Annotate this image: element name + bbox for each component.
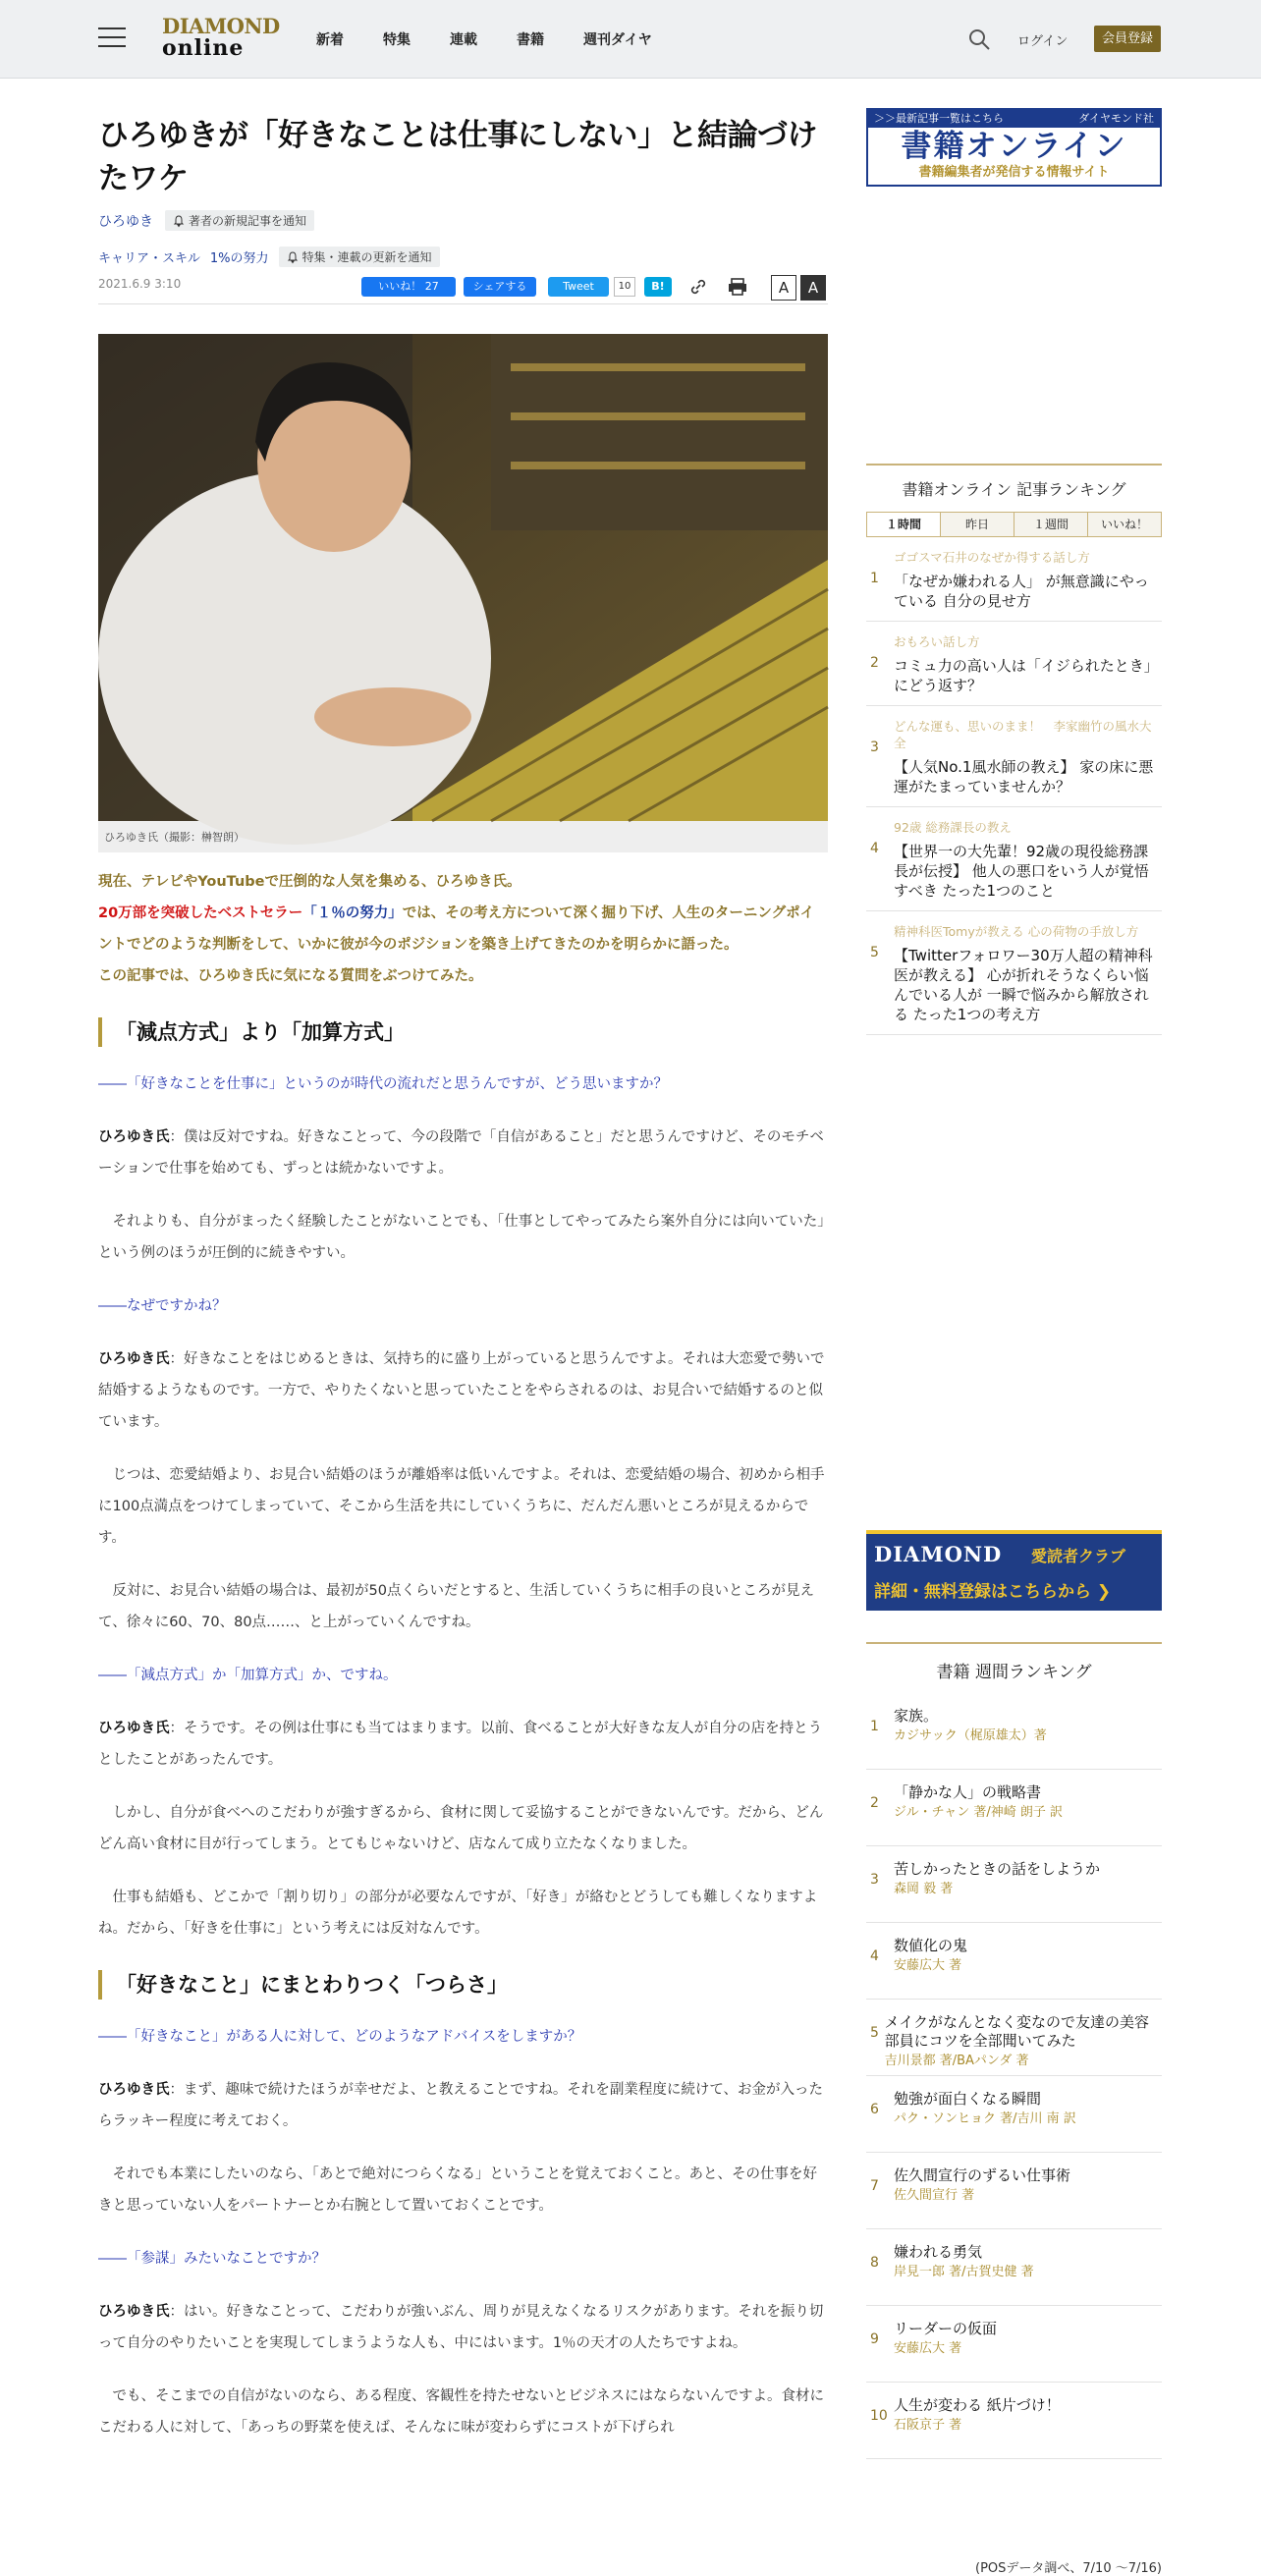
tag-career[interactable]: キャリア・スキル (98, 251, 200, 266)
interview-question: ――「好きなことを仕事に」というのが時代の流れだと思うんですが、どう思いますか？ (98, 1076, 668, 1092)
site-logo[interactable]: DIAMOND online (162, 14, 280, 61)
book-link[interactable]: 「１％の努力」 (302, 905, 403, 921)
ranking-list (866, 537, 1162, 1035)
lead-highlight: 20万部を突破したベストセラー (98, 905, 303, 921)
tab-1week[interactable]: １週間 (1014, 513, 1087, 536)
search-icon[interactable] (967, 27, 991, 51)
paragraph: ひろゆき氏：まず、趣味で続けたほうが幸せだよ、と教えることですね。それを副業程度に続けて、お金が入ったらラッキー程度に考えておく。 (98, 2082, 824, 2129)
speaker-name: ひろゆき氏 (98, 1129, 170, 1145)
speaker-name: ひろゆき氏 (98, 1351, 170, 1367)
nav-feature[interactable]: 特集 (383, 32, 411, 48)
article (98, 79, 828, 2443)
weekly-item[interactable]: 10 人生が変わる 紙片づけ！ 石阪京子 著 (866, 2383, 1162, 2459)
ranking-item[interactable]: 1 ゴゴスマ石井のなぜか得する話し方 「なぜか嫌われる人」 が無意識にやっている 自分の見せ方 (866, 537, 1162, 622)
main-nav (316, 29, 691, 49)
interview-question: ――「参謀」みたいなことですか？ (98, 2251, 326, 2267)
series-follow-button[interactable]: 特集・連載の更新を通知 (279, 247, 440, 267)
site-header (0, 0, 1261, 79)
books-online-banner[interactable]: ＞＞最新記事一覧はこちら ダイヤモンド社 書籍オンライン 書籍編集者が発信する情報サイト (866, 108, 1162, 187)
sidebar (866, 79, 1162, 2576)
paragraph: ひろゆき氏：はい。好きなことって、こだわりが強いぶん、周りが見えなくなるリスクがあります。それを振り切って自分のやりたいことを実現してしまうような人も、中にはいます。1％の天才の人たちですよね。 (98, 2304, 824, 2351)
section-heading: 「好きなこと」にまとわりつく「つらさ」 (98, 1970, 828, 2000)
publish-date: 2021.6.9 3:10 (98, 277, 182, 291)
tag-effort[interactable]: 1%の努力 (209, 251, 269, 266)
signup-button[interactable]: 会員登録 (1094, 26, 1161, 52)
weekly-item[interactable]: 8 嫌われる勇気 岸見一郎 著/古賀史健 著 (866, 2229, 1162, 2306)
paragraph: ひろゆき氏：僕は反対ですね。好きなことって、今の段階で「自信があること」だと思うんですけど、そのモチベーションで仕事を始めても、ずっとは続かないですよ。 (98, 1129, 824, 1177)
nav-new[interactable]: 新着 (316, 32, 344, 48)
photo-caption: ひろゆき氏（撮影：榊智朗） (104, 831, 245, 844)
tweet-count: 10 (614, 277, 635, 297)
print-icon[interactable] (727, 276, 748, 298)
font-size-small-button[interactable]: A (771, 275, 796, 301)
speaker-name: ひろゆき氏 (98, 2304, 170, 2320)
weekly-item[interactable]: 6 勉強が面白くなる瞬間 パク・ソンヒョク 著/吉川 南 訳 (866, 2076, 1162, 2153)
paragraph: 仕事も結婚も、どこかで「割り切り」の部分が必要なんですが、「好き」が絡むとどうしても難しくなりますよね。だから、「好きを仕事に」という考えには反対なんです。 (98, 1890, 818, 1937)
author-row (98, 210, 828, 231)
paragraph: じつは、恋愛結婚より、お見合い結婚のほうが離婚率は低いんですよ。それは、恋愛結婚の場合、初めから相手に100点満点をつけてしまっていて、そこから生活を共にしていくうちに、だんだん悪いところが見えるからです。 (98, 1467, 825, 1546)
pos-data-note: (POSデータ調べ、7/10 ～7/16) (975, 2561, 1162, 2576)
weekly-item[interactable]: 2 「静かな人」の戦略書 ジル・チャン 著/神崎 朗子 訳 (866, 1770, 1162, 1846)
bell-icon (287, 251, 299, 263)
nav-books[interactable]: 書籍 (517, 32, 544, 48)
ranking-tabs (866, 512, 1162, 537)
facebook-share-button[interactable]: シェアする (464, 277, 536, 297)
tag-row (98, 247, 828, 267)
link-icon[interactable] (687, 276, 709, 298)
menu-icon[interactable] (98, 27, 126, 49)
author-link[interactable]: ひろゆき (98, 213, 153, 230)
speaker-name: ひろゆき氏 (98, 2082, 170, 2098)
section-heading: 「減点方式」より「加算方式」 (98, 1017, 828, 1047)
paragraph: でも、そこまでの自信がないのなら、ある程度、客観性を持たせないとビジネスにはならないんですよ。食材にこだわる人に対して、「あっちの野菜を使えば、そんなに味が変わらずにコストが下げられ (98, 2388, 825, 2436)
paragraph: ひろゆき氏：そうです。その例は仕事にも当てはまります。以前、食べることが大好きな友人が自分の店を持とうとしたことがあったんです。 (98, 1721, 823, 1768)
ranking-item[interactable]: 2 おもろい話し方 コミュ力の高い人は「イジられたとき」にどう返す？ (866, 622, 1162, 706)
weekly-ranking-title: 書籍 週間ランキング (866, 1642, 1162, 1693)
ranking-item[interactable]: 3 どんな運も、思いのまま！ 李家幽竹の風水大全 【人気No.1風水師の教え】 家の床に悪運がたまっていませんか？ (866, 706, 1162, 807)
weekly-item[interactable]: 7 佐久間宣行のずるい仕事術 佐久間宣行 著 (866, 2153, 1162, 2229)
paragraph: 反対に、お見合い結婚の場合は、最初が50点くらいだとすると、生活していくうちに相手の良いところが見えて、徐々に60、70、80点……、と上がっていくんですね。 (98, 1583, 814, 1630)
photo-image (98, 334, 828, 821)
weekly-item[interactable]: 5 メイクがなんとなく変なので友達の美容部員にコツを全部聞いてみた 吉川景都 著/BAパンダ 著 (866, 2000, 1162, 2076)
weekly-item[interactable]: 9 リーダーの仮面 安藤広大 著 (866, 2306, 1162, 2383)
tab-likes[interactable]: いいね！ (1087, 513, 1161, 536)
weekly-item[interactable]: 1 家族。 カジサック（梶原雄太）著 (866, 1693, 1162, 1770)
weekly-item[interactable]: 4 数値化の鬼 安藤広大 著 (866, 1923, 1162, 2000)
paragraph: それでも本業にしたいのなら、「あとで絶対につらくなる」ということを覚えておくこと。あと、その仕事を好きと思っていない人をパートナーとか右腕として置いておくことです。 (98, 2166, 817, 2214)
weekly-ranking (866, 1642, 1162, 2459)
article-title: ひろゆきが「好きなことは仕事にしない」と結論づけたワケ (98, 118, 817, 196)
article-photo (98, 334, 828, 852)
interview-question: ――「好きなこと」がある人に対して、どのようなアドバイスをしますか？ (98, 2029, 582, 2045)
tweet-button[interactable]: Tweet (548, 277, 609, 297)
login-link[interactable]: ログイン (1017, 34, 1069, 49)
paragraph: ひろゆき氏：好きなことをはじめるときは、気持ち的に盛り上がっていると思うんですよ。それは大恋愛で勢いで結婚するようなものです。一方で、やりたくないと思っていたことをやらされるのは、お見合いで結婚するのと似ています。 (98, 1351, 825, 1430)
ranking-item[interactable]: 5 精神科医Tomyが教える 心の荷物の手放し方 【Twitterフォロワー30万人超の精神科医が教える】 心が折れそうなくらい悩んでいる人が 一瞬で悩みから解放される たった1つの考え方 (866, 911, 1162, 1035)
article-lead: 現在、テレビやYouTubeで圧倒的な人気を集める、ひろゆき氏。 20万部を突破したベストセラー「１％の努力」では、その考え方について深く掘り下げ、人生のターニングポイントでどのような判断をして、いかに彼が今のポジションを築き上げてきたのかを明らかに語った。 この記事では、ひろゆき氏に気になる質問をぶつけてみた。 (98, 874, 815, 984)
paragraph: それよりも、自分がまったく経験したことがないことでも、「仕事としてやってみたら案外自分には向いていた」という例のほうが圧倒的に続きやすい。 (98, 1214, 825, 1261)
speaker-name: ひろゆき氏 (98, 1721, 170, 1736)
facebook-like-button[interactable]: いいね！ 27 (361, 277, 456, 297)
nav-weekly[interactable]: 週刊ダイヤ (583, 32, 652, 48)
paragraph: しかし、自分が食べへのこだわりが強すぎるから、食材に関して妥協することができないんです。だから、どんどん高い食材に目が行ってしまう。とてもじゃないけど、店なんて成り立たなくなりました。 (98, 1805, 824, 1852)
readers-club-banner[interactable]: DIAMOND 愛読者クラブ 詳細・無料登録はこちらから ❯ (866, 1530, 1162, 1611)
weekly-item[interactable]: 3 苦しかったときの話をしようか 森岡 毅 著 (866, 1846, 1162, 1923)
tab-1hour[interactable]: １時間 (867, 513, 940, 536)
hatena-bookmark-button[interactable]: B! (644, 277, 672, 297)
ranking-item[interactable]: 4 92歳 総務課長の教え 【世界一の大先輩！92歳の現役総務課長が伝授】 他人の悪口をいう人が覚悟すべき たった1つのこと (866, 807, 1162, 911)
ranking-title: 書籍オンライン 記事ランキング (866, 464, 1162, 500)
font-size-large-button[interactable]: A (800, 275, 826, 301)
meta-row (98, 275, 828, 304)
interview-question: ――なぜですかね？ (98, 1298, 227, 1314)
interview-question: ――「減点方式」か「加算方式」か、ですね。 (98, 1668, 398, 1683)
author-follow-button[interactable]: 著者の新規記事を通知 (165, 210, 314, 231)
bell-icon (173, 215, 185, 227)
tab-yesterday[interactable]: 昨日 (940, 513, 1014, 536)
nav-series[interactable]: 連載 (450, 32, 477, 48)
